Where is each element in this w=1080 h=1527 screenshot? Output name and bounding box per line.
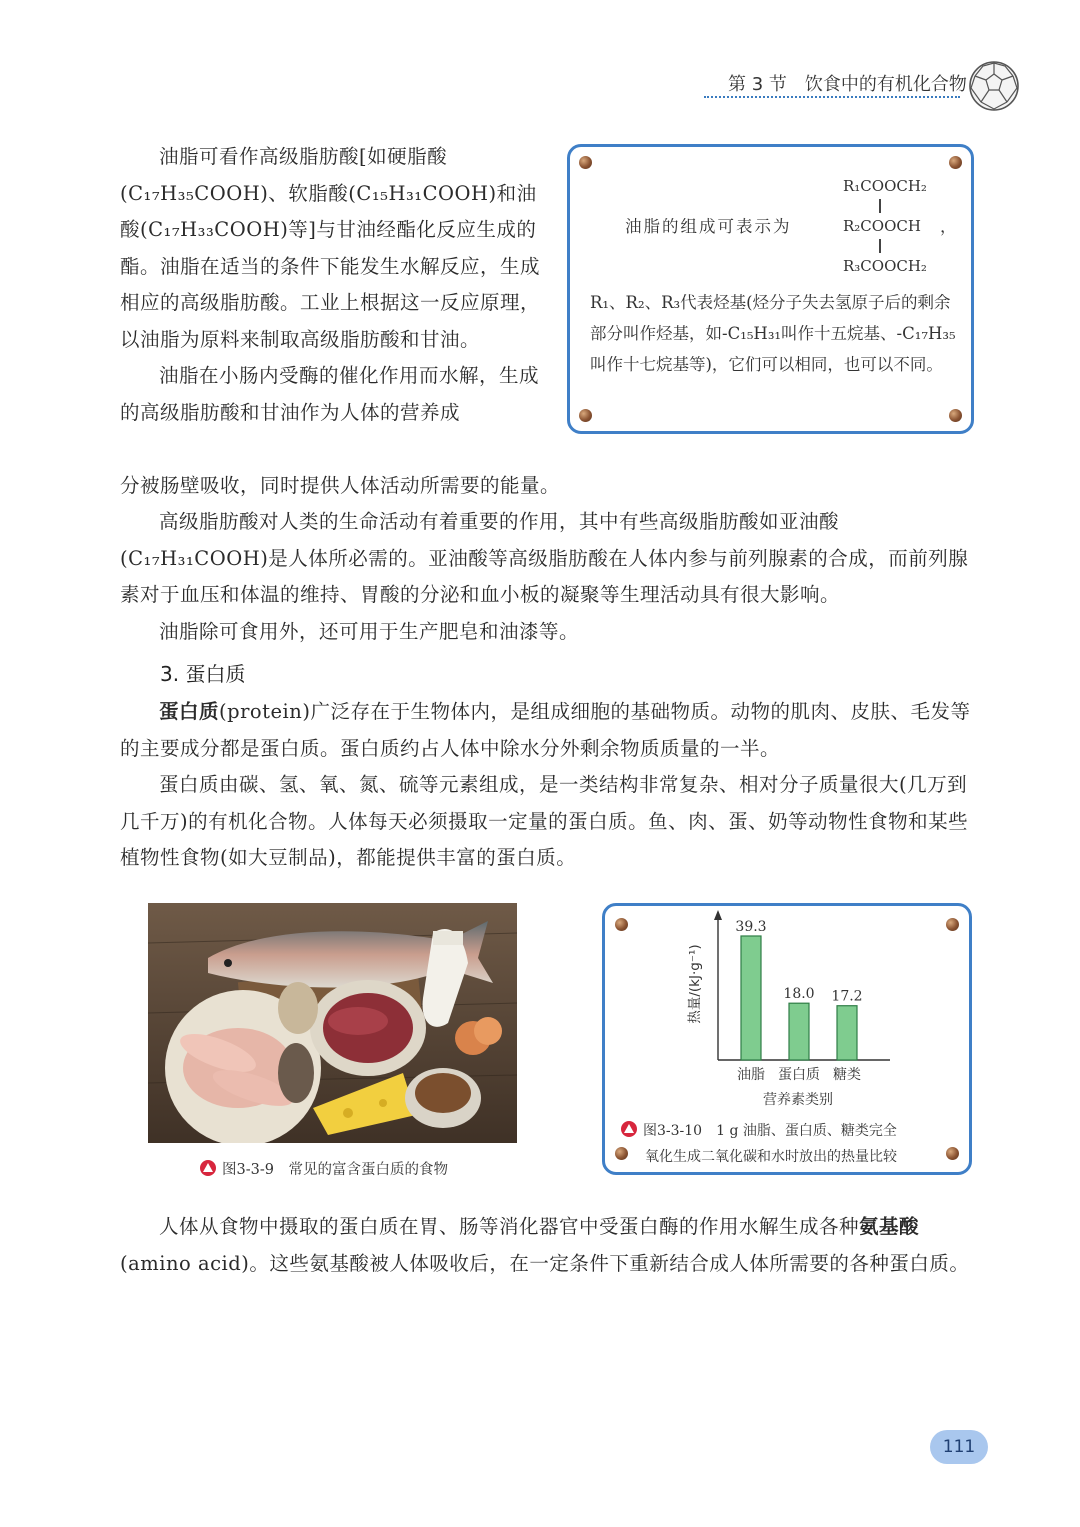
info-note: R₁、R₂、R₃代表烃基(烃分子失去氢原子后的剩余部分叫作烃基，如-C₁₅H₃₁叫作十五烷基、-C₁₇H₃₅叫作十七烷基等)，它们可以相同，也可以不同。 [590,293,956,374]
x-axis-label: 营养素类别 [763,1092,833,1108]
chart-caption-text-1: 图3-3-10 1 g 油脂、蛋白质、糖类完全 [643,1123,897,1139]
rivet-icon [579,156,592,169]
y-axis-label: 热量/(kJ·g⁻¹) [687,944,703,1024]
info-box-oil-composition [567,144,974,434]
formula-line-2: R₂COOCH [843,217,921,235]
category-label-0: 油脂 [737,1067,765,1083]
fullerene-icon [968,60,1020,112]
protein-text [120,694,980,877]
header-dotted-line [704,96,960,98]
formula-line-3: R₃COOCH₂ [843,257,927,275]
intro-paragraph-1: 油脂可看作高级脂肪酸[如硬脂酸(C₁₇H₃₅COOH)、软脂酸(C₁₅H₃₁COOH)和油酸(C₁₇H₃₃COOH)等]与甘油经酯化反应生成的酯。油脂在适当的条件下能发生水解反应，生成相应的高级脂肪酸。工业上根据这一反应原理，以油脂为原料来制取高级脂肪酸和甘油。 [120,145,541,351]
term-protein: 蛋白质 [159,700,220,723]
rivet-icon [949,409,962,422]
formula-bond [879,239,881,253]
bar-value-label-0: 39.3 [735,918,767,935]
paragraph-uses: 油脂除可食用外，还可用于生产肥皂和油漆等。 [159,619,580,643]
intro-paragraph [120,139,540,431]
bar-1 [789,1003,809,1060]
chart-figure-box [602,903,972,1175]
energy-bar-chart [605,906,969,1118]
paragraph-protein-def-rest: (protein)广泛存在于生物体内，是组成细胞的基础物质。动物的肌肉、皮肤、毛发等的主要成分都是蛋白质。蛋白质约占人体中除水分外剩余物质质量的一半。 [120,700,971,760]
photo-caption [200,1158,448,1179]
rivet-icon [615,1147,628,1160]
amino-paragraph-part-a: 人体从食物中摄取的蛋白质在胃、肠等消化器官中受蛋白酶的作用水解生成各种 [159,1215,860,1238]
paragraph-linoleic: 高级脂肪酸对人类的生命活动有着重要的作用，其中有些高级脂肪酸如亚油酸(C₁₇H₃₁COOH)是人体所必需的。亚油酸等高级脂肪酸在人体内参与前列腺素的合成，而前列腺素对于血压和体温的维持、胃酸的分泌和血小板的凝聚等生理活动具有很大影响。 [120,510,969,606]
rivet-icon [949,156,962,169]
chart-caption-line-2: 氧化生成二氧化碳和水时放出的热量比较 [645,1149,897,1165]
bar-value-label-1: 18.0 [783,986,815,1003]
category-label-2: 糖类 [833,1067,861,1083]
bar-2 [837,1006,857,1060]
section-heading-protein: 3. 蛋白质 [160,662,246,686]
y-axis-arrow [714,910,722,920]
rivet-icon [946,1147,959,1160]
protein-foods-photo [148,903,517,1143]
term-amino-acid: 氨基酸 [859,1215,920,1238]
intro-paragraph-2b: 分被肠壁吸收，同时提供人体活动所需要的能量。 [120,474,561,497]
figure-marker-icon [200,1160,216,1176]
formula-comma: ， [940,217,957,236]
bar-0 [741,936,761,1060]
formula-bond [879,199,881,213]
figure-marker-icon [621,1121,637,1137]
intro-paragraph-2a: 油脂在小肠内受酶的催化作用而水解，生成的高级脂肪酸和甘油作为人体的营养成 [120,364,540,424]
body-text [120,504,980,650]
amino-acid-paragraph [120,1209,980,1282]
protein-foods-illustration [148,903,517,1143]
rivet-icon [579,409,592,422]
page-number: 111 [930,1430,988,1464]
amino-paragraph-part-b: (amino acid)。这些氨基酸被人体吸收后，在一定条件下重新结合成人体所需要的各种蛋白质。 [120,1251,970,1275]
section-title: 第 3 节 饮食中的有机化合物 [728,74,967,95]
paragraph-protein-composition: 蛋白质由碳、氢、氧、氮、硫等元素组成，是一类结构非常复杂、相对分子质量很大(几万到几千万)的有机化合物。人体每天必须摄取一定量的蛋白质。鱼、肉、蛋、奶等动物性食物和某些植物性食物(如大豆制品)，都能提供丰富的蛋白质。 [120,773,969,869]
formula-line-1: R₁COOCH₂ [843,177,927,195]
paragraph-protein-def [120,694,980,767]
info-lead-text: 油脂的组成可表示为 [625,217,792,236]
category-label-1: 蛋白质 [778,1067,820,1083]
photo-caption-text: 图3-3-9 常见的富含蛋白质的食物 [222,1162,448,1178]
chart-caption-line-1 [621,1120,897,1140]
bar-value-label-2: 17.2 [831,988,863,1005]
